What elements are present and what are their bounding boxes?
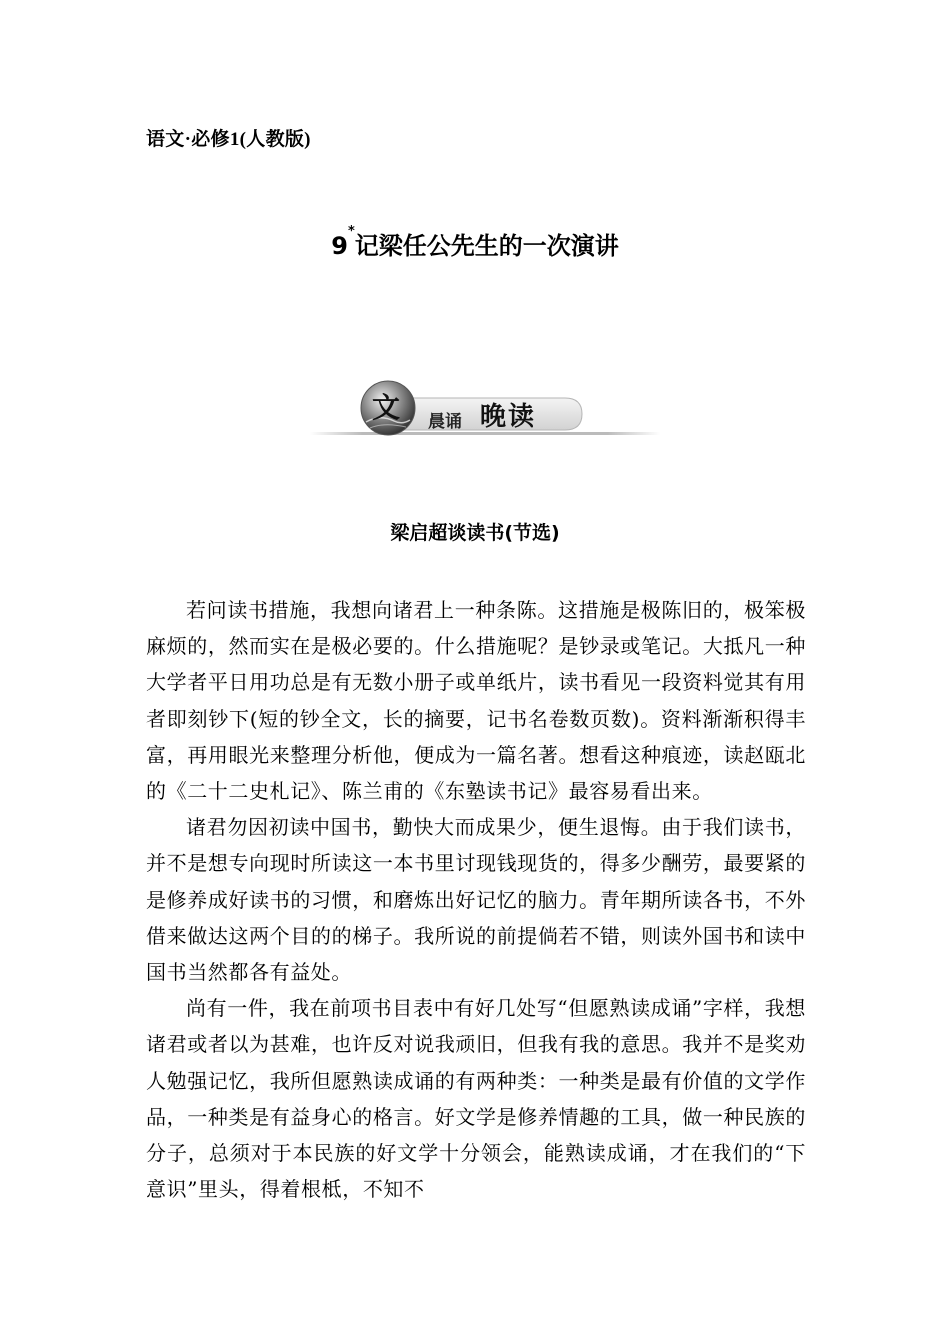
- banner-emblem: 文: [372, 391, 401, 424]
- optional-marker: *: [347, 224, 355, 239]
- paragraph: 尚有一件，我在前项书目表中有好几处写“但愿熟读成诵”字样，我想诸君或者以为甚难，也许反对说我顽旧，但我有我的意思。我并不是奖劝人勉强记忆，我所但愿熟读成诵的有两种类：一种类是最有价值的文学作品，一种类是有益身心的格言。好文学是修养情趣的工具，做一种民族的分子，总须对于本民族的好文学十分领会，能熟读成诵，才在我们的“下意识”里头，得着根柢，不知不: [146, 996, 806, 1202]
- article-body: [146, 592, 806, 1207]
- section-title: 梁启超谈读书(节选): [390, 522, 560, 544]
- page-header: 语文·必修1(人教版): [146, 129, 311, 150]
- banner-label-small: 晨诵: [428, 412, 462, 432]
- paragraph: 诸君勿因初读中国书，勤快大而成果少，便生退悔。由于我们读书，并不是想专向现时所读这一本书里讨现钱现货的，得多少酬劳，最要紧的是修养成好读书的习惯，和磨炼出好记忆的脑力。青年期所读各书，不外借来做达这两个目的的梯子。我所说的前提倘若不错，则读外国书和读中国书当然都各有益处。: [146, 815, 806, 985]
- section-banner: [310, 376, 660, 442]
- lesson-number: 9: [331, 232, 348, 260]
- lesson-title-text: 记梁任公先生的一次演讲: [354, 232, 619, 260]
- paragraph: 若问读书措施，我想向诸君上一种条陈。这措施是极陈旧的，极笨极麻烦的，然而实在是极必要的。什么措施呢？是钞录或笔记。大抵凡一种大学者平日用功总是有无数小册子或单纸片，读书看见一段资料觉其有用者即刻钞下(短的钞全文，长的摘要，记书名卷数页数)。资料渐渐积得丰富，再用眼光来整理分析他，便成为一篇名著。想看这种痕迹，读赵瓯北的《二十二史札记》、陈兰甫的《东塾读书记》最容易看出来。: [146, 598, 806, 804]
- lesson-title: [0, 226, 950, 261]
- banner-label-large: 晚读: [480, 402, 537, 432]
